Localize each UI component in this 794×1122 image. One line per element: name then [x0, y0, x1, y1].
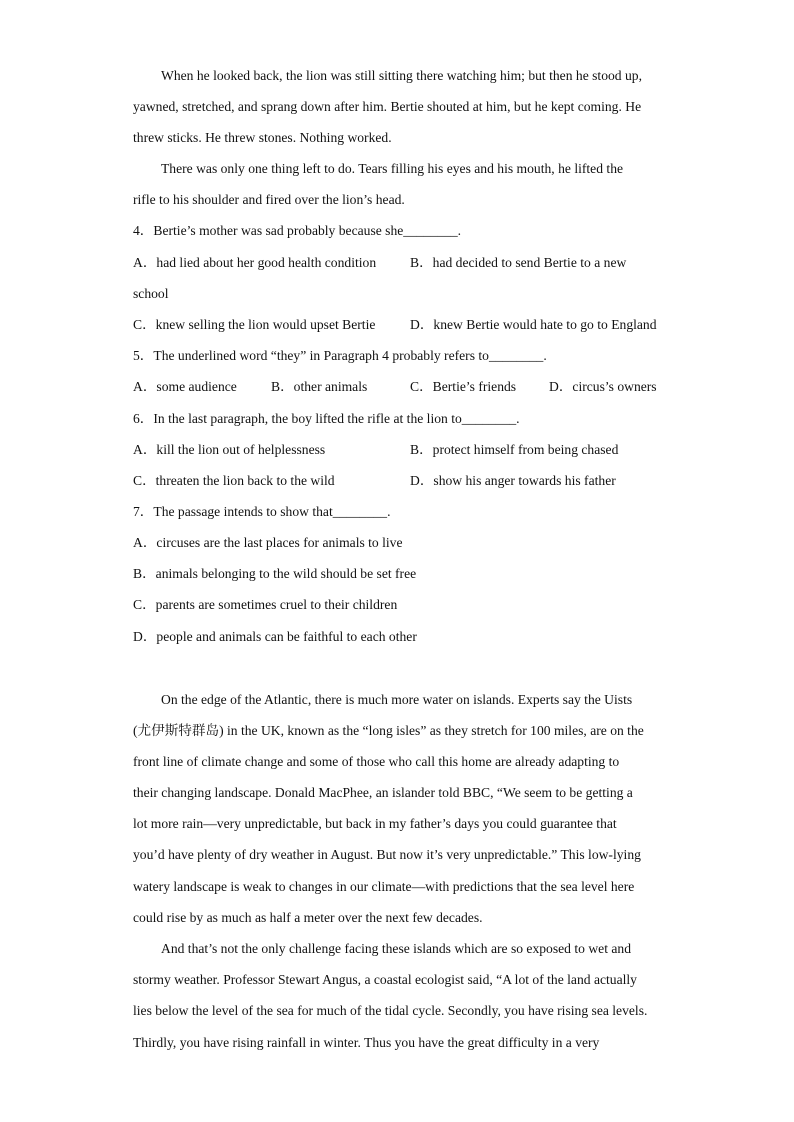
option-b: B．protect himself from being chased	[410, 442, 619, 457]
paragraph-line: (尤伊斯特群岛) in the UK, known as the “long isles” as they stretch for 100 miles, are on the	[133, 723, 644, 738]
option-c: C．threaten the lion back to the wild	[133, 473, 335, 488]
paragraph-line: rifle to his shoulder and fired over the lion’s head.	[133, 192, 405, 207]
option-c: C．Bertie’s friends	[410, 379, 517, 394]
paragraph-line: their changing landscape. Donald MacPhee, an islander told BBC, “We seem to be getting a	[133, 785, 633, 800]
option-d: D．people and animals can be faithful to each other	[133, 629, 417, 644]
option-a: A．had lied about her good health condition	[133, 255, 377, 270]
paragraph-line: threw sticks. He threw stones. Nothing worked.	[133, 130, 392, 145]
option-a: A．some audience	[133, 379, 237, 394]
option-b: B．had decided to send Bertie to a new	[410, 255, 627, 270]
paragraph-line: On the edge of the Atlantic, there is much more water on islands. Experts say the Uists	[161, 692, 633, 707]
option-a: A．circuses are the last places for animals to live	[133, 535, 403, 550]
question-stem: 7．The passage intends to show that________.	[133, 504, 391, 519]
paragraph-line: And that’s not the only challenge facing these islands which are so exposed to wet and	[161, 941, 631, 956]
paragraph-line: lot more rain—very unpredictable, but back in my father’s days you could guarantee that	[133, 816, 617, 831]
paragraph-line: When he looked back, the lion was still sitting there watching him; but then he stood up,	[161, 68, 642, 83]
paragraph-line: There was only one thing left to do. Tears filling his eyes and his mouth, he lifted the	[161, 161, 624, 176]
question-stem: 4．Bertie’s mother was sad probably because she________.	[133, 223, 462, 238]
option-a: A．kill the lion out of helplessness	[133, 442, 326, 457]
paragraph-line: stormy weather. Professor Stewart Angus, a coastal ecologist said, “A lot of the land actually	[133, 972, 637, 987]
paragraph-line: yawned, stretched, and sprang down after him. Bertie shouted at him, but he kept coming. He	[133, 99, 642, 114]
option-b: B．animals belonging to the wild should be set free	[133, 566, 417, 581]
paragraph-line: front line of climate change and some of those who call this home are already adapting to	[133, 754, 620, 769]
paragraph-line: lies below the level of the sea for much of the tidal cycle. Secondly, you have rising sea levels.	[133, 1003, 648, 1018]
question-stem: 6．In the last paragraph, the boy lifted the rifle at the lion to________.	[133, 411, 520, 426]
option-c: C．parents are sometimes cruel to their children	[133, 597, 398, 612]
paragraph-line: could rise by as much as half a meter over the next few decades.	[133, 910, 483, 925]
option-d: D．knew Bertie would hate to go to England	[410, 317, 657, 332]
paragraph-line: Thirdly, you have rising rainfall in winter. Thus you have the great difficulty in a very	[133, 1035, 600, 1050]
paragraph-line: watery landscape is weak to changes in our climate—with predictions that the sea level here	[133, 879, 635, 894]
option-b: B．other animals	[271, 379, 368, 394]
option-d: D．show his anger towards his father	[410, 473, 616, 488]
option-c: C．knew selling the lion would upset Bertie	[133, 317, 376, 332]
option-d: D．circus’s owners	[549, 379, 657, 394]
option-b-continued: school	[133, 286, 169, 301]
paragraph-line: you’d have plenty of dry weather in August. But now it’s very unpredictable.” This low-lying	[133, 847, 641, 862]
question-stem: 5．The underlined word “they” in Paragraph 4 probably refers to________.	[133, 348, 547, 363]
